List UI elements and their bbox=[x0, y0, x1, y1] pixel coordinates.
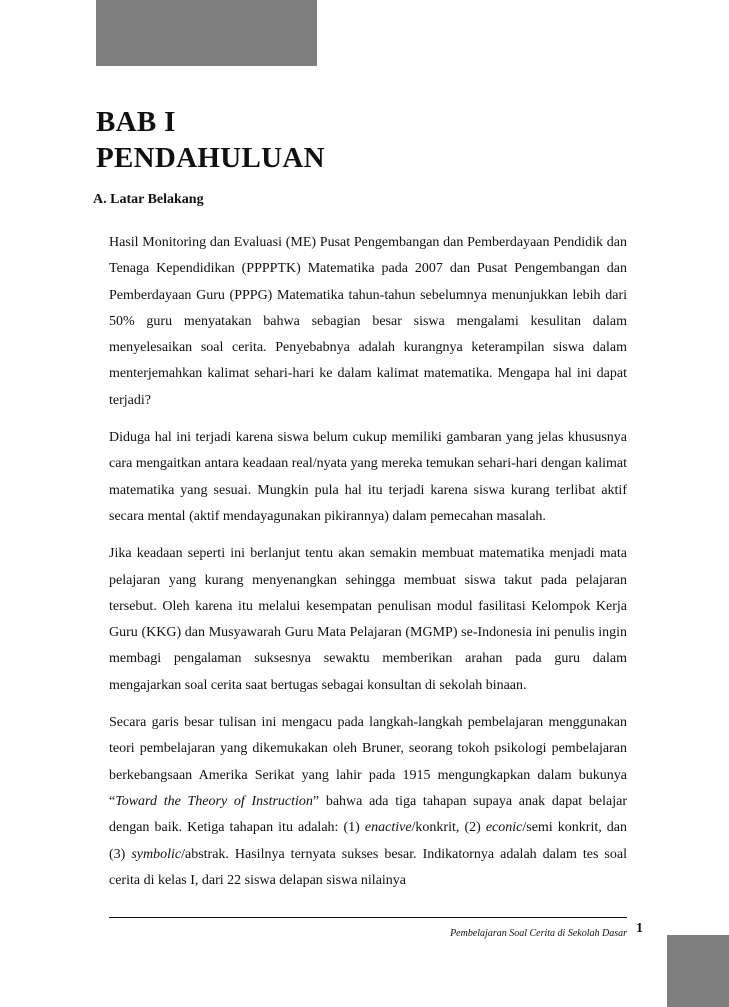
paragraph-3: Jika keadaan seperti ini berlanjut tentu akan semakin membuat matematika menjadi mata pelajaran yang kurang menyenangkan sehingga membuat siswa takut pada pelajaran tersebut. Oleh karena itu melalui kesempatan penulisan modul fasilitasi Kelompok Kerja Guru (KKG) dan Musyawarah Guru Mata Pelajaran (MGMP) se-Indonesia ini penulis ingin membagi pengalaman suksesnya sewaktu memberikan arahan pada guru dalam mengajarkan soal cerita saat bertugas sebagai konsultan di sekolah binaan. bbox=[109, 546, 627, 693]
body-text bbox=[109, 230, 627, 894]
page-number: 1 bbox=[636, 921, 643, 936]
paragraph-4-part-d: /semi konkrit, dan (3) bbox=[109, 820, 628, 862]
term-symbolic: symbolic bbox=[131, 846, 182, 862]
paragraph-4-part-c: /konkrit, (2) bbox=[411, 820, 486, 836]
paragraph-4-part-a: Secara garis besar tulisan ini mengacu pada langkah-langkah pembelajaran menggunakan teori pembelajaran yang dikemukakan oleh Bruner, seorang tokoh psikologi pembelajaran berkebangsaan Amerika Serikat yang lahir pada 1915 mengungkapkan dalam bukunya “ bbox=[109, 715, 627, 809]
footer-decoration-block bbox=[667, 935, 729, 1007]
footer-running-title: Pembelajaran Soal Cerita di Sekolah Dasar bbox=[450, 928, 627, 939]
section-heading: A. Latar Belakang bbox=[93, 192, 204, 207]
paragraph-2: Diduga hal ini terjadi karena siswa belum cukup memiliki gambaran yang jelas khususnya cara mengaitkan antara keadaan real/nyata yang mereka temukan sehari-hari dengan kalimat matematika yang sesuai. Mungkin pula hal itu terjadi karena siswa kurang terlibat aktif secara mental (aktif mendayagunakan pikirannya) dalam pemecahan masalah. bbox=[109, 430, 627, 524]
header-decoration-block bbox=[96, 0, 317, 66]
paragraph-1: Hasil Monitoring dan Evaluasi (ME) Pusat Pengembangan dan Pemberdayaan Pendidik dan Tenaga Kependidikan (PPPPTK) Matematika pada 2007 dan Pusat Pengembangan dan Pemberdayaan Guru (PPPG) Matematika tahun-tahun sebelumnya menunjukkan lebih dari 50% guru menyatakan bahwa sebagian besar siswa mengalami kesulitan dalam menyelesaikan soal cerita. Penyebabnya adalah kurangnya keterampilan siswa dalam menterjemahkan kalimat sehari-hari ke dalam kalimat matematika. Mengapa hal ini dapat terjadi? bbox=[109, 235, 627, 408]
book-title: Toward the Theory of Instruction bbox=[115, 793, 313, 809]
chapter-title: PENDAHULUAN bbox=[96, 142, 325, 174]
paragraph-4-part-b: ” bahwa ada tiga tahapan supaya anak dapat belajar dengan baik. Ketiga tahapan itu adalah: (1) bbox=[109, 793, 627, 836]
term-enactive: enactive bbox=[364, 820, 412, 836]
footer-divider bbox=[109, 917, 627, 918]
chapter-number: BAB I bbox=[96, 106, 176, 138]
paragraph-4 bbox=[109, 710, 627, 894]
paragraph-4-part-e: /abstrak. Hasilnya ternyata sukses besar. Indikatornya adalah dalam tes soal cerita di kelas I, dari 22 siswa delapan siswa nilainya bbox=[109, 846, 627, 888]
term-econic: econic bbox=[485, 820, 523, 836]
